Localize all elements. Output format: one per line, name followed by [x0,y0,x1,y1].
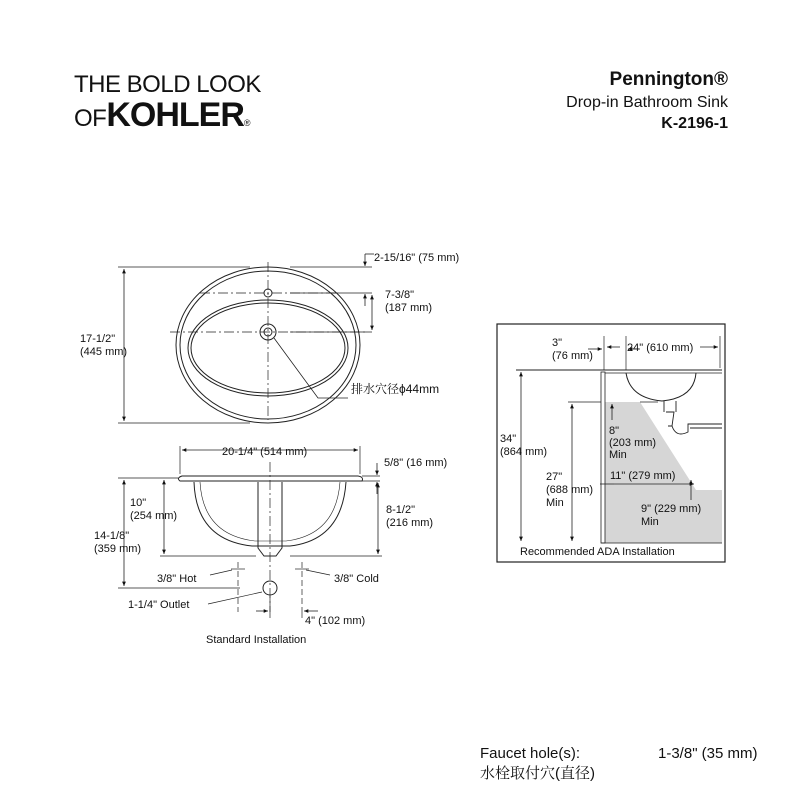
ada-dim-height-in: 34" [500,433,517,445]
dim-depth-mm-text: (445 mm) [80,346,128,358]
ada-dim-clear-in: 9" (229 mm) [641,503,702,515]
cold-supply-label: 3/8" Cold [334,573,379,585]
dim-inner-in-text: 8-1/2" [386,504,415,516]
dim-inner-mm-text: (216 mm) [386,517,434,529]
dim-depth-in-text: 17-1/2" [80,333,116,345]
product-type: Drop-in Bathroom Sink [566,94,728,111]
ada-dim-knee-mm: (688 mm) [546,484,594,496]
top-view [118,254,374,423]
ada-dim-knee-in: 27" [546,471,563,483]
dim-total-mm-text: (359 mm) [94,543,142,555]
standard-installation-caption: Standard Installation [206,634,307,646]
sink-rim [178,476,362,481]
ada-dim-knee-min: Min [546,497,564,509]
ada-dim-clear-min: Min [641,516,659,528]
product-name: Pennington® [609,69,728,90]
logo-tagline: THE BOLD LOOK [74,71,261,98]
dim-bowl-in-text: 10" [130,497,147,509]
side-view [118,446,382,618]
outlet-label: 1-1/4" Outlet [128,599,190,611]
ada-dim-height-mm: (864 mm) [500,446,548,458]
dim-total-in-text: 14-1/8" [94,530,130,542]
dim-drain-in-text: 7-3/8" [385,289,414,301]
dim-rim-text: 5/8" (16 mm) [384,457,448,469]
model-number: K-2196-1 [661,115,728,132]
logo-of: OF [74,105,107,132]
ada-bowl [626,373,696,401]
dim-front-text: 2-15/16" (75 mm) [374,252,460,264]
faucet-hole-value: 1-3/8" (35 mm) [658,745,758,762]
logo-registered-mark: ® [243,118,251,128]
hot-supply-label: 3/8" Hot [157,573,197,585]
ada-dim-wall-mm: (76 mm) [552,350,593,362]
dim-spacing-text: 4" (102 mm) [305,615,366,627]
ada-dim-toe-in: 8" [609,425,620,437]
ada-dim-toe-mm: (203 mm) [609,437,657,449]
faucet-hole-label: Faucet hole(s): [480,745,581,762]
ada-dim-wall-in: 3" [552,337,563,349]
ada-dim-toe-min: Min [609,449,627,461]
ada-dim-reach: 24" (610 mm) [627,342,694,354]
ada-caption: Recommended ADA Installation [520,546,675,558]
dim-drain-mm-text: (187 mm) [385,302,433,314]
ada-dim-depth: 11" (279 mm) [610,470,676,482]
rim-outer [176,267,360,423]
logo-brand: KOHLER [106,96,244,134]
dim-width-text: 20-1/4" (514 mm) [222,446,308,458]
faucet-hole-label-jp: 水栓取付穴(直径) [480,765,595,782]
dim-bowl-mm-text: (254 mm) [130,510,178,522]
p-trap [664,401,722,434]
drain-diameter-note: 排水穴径ϕ44mm [351,382,440,396]
